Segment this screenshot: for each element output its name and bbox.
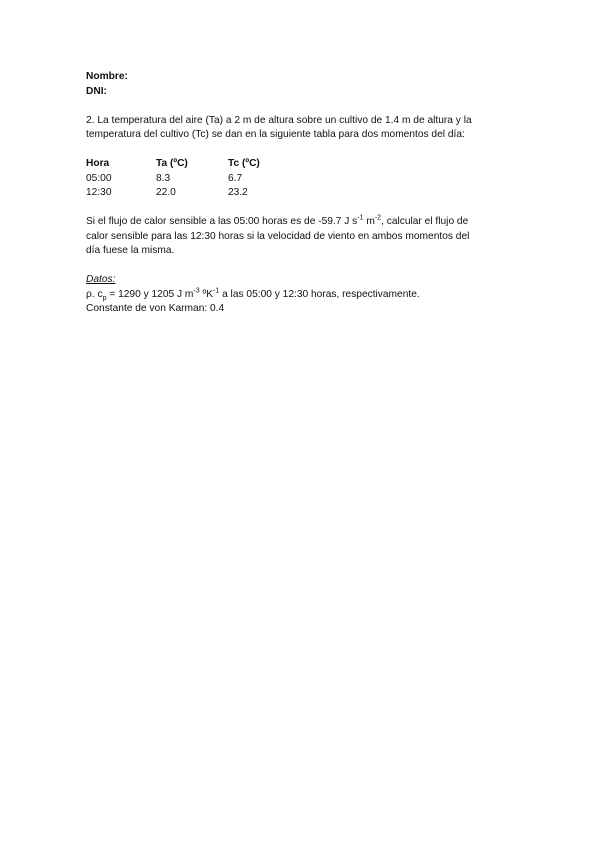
table-header-ta: Ta (ºC) [156,158,188,169]
table-cell-ta: 22.0 [156,187,176,198]
datos-rho-cp-line [86,288,516,303]
table-cell-hora: 12:30 [86,187,112,198]
datos-text: a las 05:00 y 12:30 horas, respectivamente. [219,288,420,300]
table-header-tc: Tc (ºC) [228,158,260,169]
exponent: -2 [374,214,382,222]
problem-statement-line-2: temperatura del cultivo (Tc) se dan en la siguiente tabla para dos momentos del día: [86,129,465,140]
exponent: -3 [193,287,200,295]
dni-label: DNI: [86,85,107,97]
document-page [86,70,516,317]
table-cell-tc: 6.7 [228,172,243,184]
question-text: Si el flujo de calor sensible a las 05:00 horas es de -59.7 J s [86,216,358,227]
subscript: p [102,294,107,302]
question-line-1 [86,215,516,230]
table-cell-hora: 05:00 [86,172,112,184]
nombre-label: Nombre: [86,71,128,82]
problem-statement-line-1: 2. La temperatura del aire (Ta) a 2 m de altura sobre un cultivo de 1.4 m de altura y la [86,114,472,126]
datos-text: = 1290 y 1205 J m [106,288,194,300]
question-text: m [363,216,375,227]
table-cell-ta: 8.3 [156,172,171,184]
question-line-2: calor sensible para las 12:30 horas si la velocidad de viento en ambos momentos del [86,230,470,242]
question-text: , calcular el flujo de [381,216,469,227]
data-table [86,157,516,201]
table-header-hora: Hora [86,158,110,169]
datos-text: ρ. c [86,288,103,300]
exponent: -1 [357,214,364,222]
exponent: -1 [213,287,220,295]
question-line-3: día fuese la misma. [86,245,175,256]
datos-title: Datos: [86,274,116,285]
datos-karman-line: Constante de von Karman: 0.4 [86,303,225,314]
datos-text: ºK [199,288,213,300]
table-cell-tc: 23.2 [228,187,248,198]
